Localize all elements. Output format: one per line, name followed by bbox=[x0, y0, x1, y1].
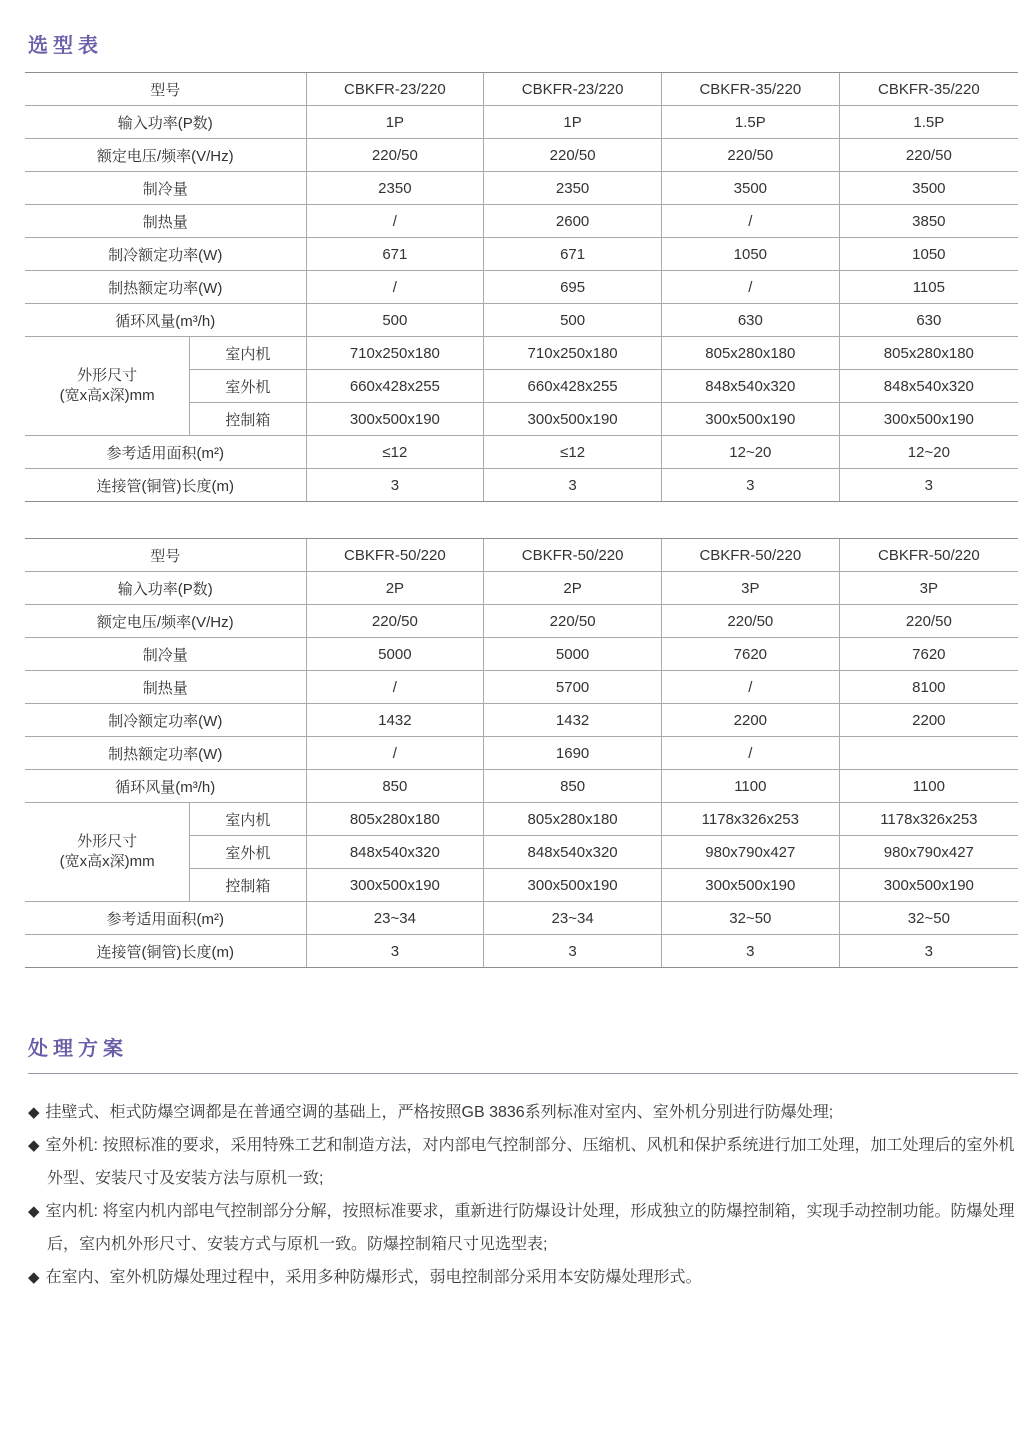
value-cell: 2600 bbox=[484, 205, 662, 238]
model-cell: CBKFR-23/220 bbox=[484, 73, 662, 106]
dimensions-label bbox=[25, 803, 190, 902]
table-row bbox=[25, 902, 1018, 935]
sub-row-label: 室外机 bbox=[190, 370, 306, 403]
value-cell: 300x500x190 bbox=[661, 403, 839, 436]
model-cell: CBKFR-50/220 bbox=[484, 539, 662, 572]
value-cell: 300x500x190 bbox=[661, 869, 839, 902]
value-cell: 220/50 bbox=[839, 139, 1018, 172]
row-label: 型号 bbox=[25, 539, 306, 572]
value-cell: 500 bbox=[306, 304, 484, 337]
value-cell: 3 bbox=[839, 935, 1018, 968]
value-cell: 32~50 bbox=[839, 902, 1018, 935]
value-cell: 980x790x427 bbox=[839, 836, 1018, 869]
diamond-bullet-icon: ◆ bbox=[28, 1269, 40, 1286]
row-label: 循环风量(m³/h) bbox=[25, 304, 306, 337]
value-cell: 1178x326x253 bbox=[661, 803, 839, 836]
value-cell: 300x500x190 bbox=[839, 869, 1018, 902]
section-title-selection: 选型表 bbox=[28, 35, 103, 57]
value-cell: 2P bbox=[306, 572, 484, 605]
value-cell: 220/50 bbox=[306, 605, 484, 638]
table-row bbox=[25, 737, 1018, 770]
row-label: 制热额定功率(W) bbox=[25, 737, 306, 770]
table-row bbox=[25, 638, 1018, 671]
value-cell: 220/50 bbox=[839, 605, 1018, 638]
dimensions-label bbox=[25, 337, 190, 436]
value-cell: 2350 bbox=[306, 172, 484, 205]
model-cell: CBKFR-35/220 bbox=[839, 73, 1018, 106]
bullet-item bbox=[28, 1129, 1018, 1195]
value-cell: 3 bbox=[306, 935, 484, 968]
spec-table bbox=[25, 539, 1018, 967]
treatment-notes bbox=[28, 1096, 1018, 1294]
value-cell: 805x280x180 bbox=[306, 803, 484, 836]
value-cell: 300x500x190 bbox=[306, 869, 484, 902]
sub-row-label: 控制箱 bbox=[190, 869, 306, 902]
diamond-bullet-icon: ◆ bbox=[28, 1137, 40, 1154]
row-label: 制冷量 bbox=[25, 172, 306, 205]
value-cell: 671 bbox=[306, 238, 484, 271]
value-cell: ≤12 bbox=[484, 436, 662, 469]
sub-row-label: 室内机 bbox=[190, 337, 306, 370]
model-cell: CBKFR-23/220 bbox=[306, 73, 484, 106]
value-cell: 1100 bbox=[661, 770, 839, 803]
value-cell: / bbox=[306, 737, 484, 770]
diamond-bullet-icon: ◆ bbox=[28, 1203, 40, 1220]
value-cell: 660x428x255 bbox=[484, 370, 662, 403]
value-cell: 12~20 bbox=[661, 436, 839, 469]
selection-table-1 bbox=[25, 72, 1018, 502]
table-row bbox=[25, 436, 1018, 469]
model-cell: CBKFR-50/220 bbox=[661, 539, 839, 572]
value-cell: 1050 bbox=[839, 238, 1018, 271]
bullet-text: 挂壁式、柜式防爆空调都是在普通空调的基础上，严格按照GB 3836系列标准对室内、室外机分别进行防爆处理; bbox=[45, 1104, 834, 1121]
value-cell: 1.5P bbox=[661, 106, 839, 139]
value-cell: 710x250x180 bbox=[484, 337, 662, 370]
value-cell: 5700 bbox=[484, 671, 662, 704]
value-cell: 1050 bbox=[661, 238, 839, 271]
value-cell: 23~34 bbox=[484, 902, 662, 935]
value-cell: 220/50 bbox=[306, 139, 484, 172]
dimensions-label-line2: (宽x高x深)mm bbox=[59, 387, 155, 404]
bullet-item bbox=[28, 1195, 1018, 1261]
row-label: 循环风量(m³/h) bbox=[25, 770, 306, 803]
value-cell: 630 bbox=[839, 304, 1018, 337]
table-row-model bbox=[25, 73, 1018, 106]
row-label: 制冷量 bbox=[25, 638, 306, 671]
model-cell: CBKFR-35/220 bbox=[661, 73, 839, 106]
sub-row-label: 控制箱 bbox=[190, 403, 306, 436]
table-row bbox=[25, 238, 1018, 271]
value-cell: / bbox=[661, 271, 839, 304]
row-label: 连接管(铜管)长度(m) bbox=[25, 469, 306, 502]
section-title-treatment: 处理方案 bbox=[28, 1038, 128, 1060]
table-row bbox=[25, 770, 1018, 803]
value-cell: 1.5P bbox=[839, 106, 1018, 139]
table-row-model bbox=[25, 539, 1018, 572]
value-cell: 220/50 bbox=[661, 605, 839, 638]
value-cell bbox=[839, 737, 1018, 770]
value-cell: / bbox=[306, 671, 484, 704]
table-row bbox=[25, 572, 1018, 605]
table-row bbox=[25, 469, 1018, 502]
row-label: 制热量 bbox=[25, 205, 306, 238]
value-cell: / bbox=[661, 205, 839, 238]
value-cell: 3850 bbox=[839, 205, 1018, 238]
value-cell: 3P bbox=[839, 572, 1018, 605]
row-label: 输入功率(P数) bbox=[25, 106, 306, 139]
value-cell: 1105 bbox=[839, 271, 1018, 304]
value-cell: 300x500x190 bbox=[484, 869, 662, 902]
value-cell: 1100 bbox=[839, 770, 1018, 803]
value-cell: 1432 bbox=[306, 704, 484, 737]
bullet-text: 室外机: 按照标准的要求，采用特殊工艺和制造方法，对内部电气控制部分、压缩机、风机和保护系统进行加工处理，加工处理后的室外机外型、安装尺寸及安装方法与原机一致; bbox=[45, 1137, 1015, 1187]
value-cell: 220/50 bbox=[661, 139, 839, 172]
table-row-dimensions bbox=[25, 337, 1018, 370]
sub-row-label: 室内机 bbox=[190, 803, 306, 836]
row-label: 参考适用面积(m²) bbox=[25, 436, 306, 469]
value-cell: 848x540x320 bbox=[661, 370, 839, 403]
value-cell: 220/50 bbox=[484, 605, 662, 638]
value-cell: 7620 bbox=[661, 638, 839, 671]
value-cell: 3P bbox=[661, 572, 839, 605]
value-cell: 3 bbox=[306, 469, 484, 502]
table-row bbox=[25, 304, 1018, 337]
table-row bbox=[25, 172, 1018, 205]
bullet-text: 室内机: 将室内机内部电气控制部分分解，按照标准要求，重新进行防爆设计处理，形成独立的防爆控制箱，实现手动控制功能。防爆处理后，室内机外形尺寸、安装方式与原机一致。防爆控制箱尺寸见选型表; bbox=[45, 1203, 1015, 1253]
value-cell: 2200 bbox=[839, 704, 1018, 737]
value-cell: 848x540x320 bbox=[839, 370, 1018, 403]
value-cell: 695 bbox=[484, 271, 662, 304]
value-cell: 7620 bbox=[839, 638, 1018, 671]
row-label: 参考适用面积(m²) bbox=[25, 902, 306, 935]
bullet-item bbox=[28, 1261, 1018, 1294]
selection-table-2 bbox=[25, 538, 1018, 968]
value-cell: 300x500x190 bbox=[484, 403, 662, 436]
value-cell: 12~20 bbox=[839, 436, 1018, 469]
value-cell: 3500 bbox=[661, 172, 839, 205]
row-label: 输入功率(P数) bbox=[25, 572, 306, 605]
value-cell: 2350 bbox=[484, 172, 662, 205]
value-cell: 3 bbox=[484, 935, 662, 968]
row-label: 型号 bbox=[25, 73, 306, 106]
model-cell: CBKFR-50/220 bbox=[306, 539, 484, 572]
sub-row-label: 室外机 bbox=[190, 836, 306, 869]
dimensions-label-line2: (宽x高x深)mm bbox=[59, 853, 155, 870]
row-label: 连接管(铜管)长度(m) bbox=[25, 935, 306, 968]
value-cell: 8100 bbox=[839, 671, 1018, 704]
value-cell: / bbox=[306, 205, 484, 238]
table-row bbox=[25, 271, 1018, 304]
dimensions-label-line1: 外形尺寸 bbox=[77, 832, 138, 850]
value-cell: 1P bbox=[484, 106, 662, 139]
bullet-item bbox=[28, 1096, 1018, 1129]
value-cell: 710x250x180 bbox=[306, 337, 484, 370]
dimensions-label-line1: 外形尺寸 bbox=[77, 366, 138, 384]
row-label: 额定电压/频率(V/Hz) bbox=[25, 605, 306, 638]
table-row bbox=[25, 671, 1018, 704]
table-row-dimensions bbox=[25, 803, 1018, 836]
value-cell: 5000 bbox=[306, 638, 484, 671]
value-cell: 1690 bbox=[484, 737, 662, 770]
value-cell: 660x428x255 bbox=[306, 370, 484, 403]
row-label: 制冷额定功率(W) bbox=[25, 238, 306, 271]
value-cell: 1P bbox=[306, 106, 484, 139]
value-cell: / bbox=[306, 271, 484, 304]
value-cell: 3 bbox=[661, 469, 839, 502]
value-cell: 1178x326x253 bbox=[839, 803, 1018, 836]
row-label: 制热额定功率(W) bbox=[25, 271, 306, 304]
row-label: 制热量 bbox=[25, 671, 306, 704]
row-label: 额定电压/频率(V/Hz) bbox=[25, 139, 306, 172]
model-cell: CBKFR-50/220 bbox=[839, 539, 1018, 572]
value-cell: ≤12 bbox=[306, 436, 484, 469]
value-cell: 848x540x320 bbox=[306, 836, 484, 869]
value-cell: 850 bbox=[484, 770, 662, 803]
section-divider bbox=[28, 1073, 1018, 1074]
table-row bbox=[25, 935, 1018, 968]
value-cell: 3 bbox=[661, 935, 839, 968]
value-cell: 2P bbox=[484, 572, 662, 605]
value-cell: 805x280x180 bbox=[484, 803, 662, 836]
table-row bbox=[25, 106, 1018, 139]
value-cell: / bbox=[661, 671, 839, 704]
value-cell: 3 bbox=[484, 469, 662, 502]
value-cell: 32~50 bbox=[661, 902, 839, 935]
value-cell: 3 bbox=[839, 469, 1018, 502]
value-cell: 500 bbox=[484, 304, 662, 337]
value-cell: 220/50 bbox=[484, 139, 662, 172]
value-cell: 2200 bbox=[661, 704, 839, 737]
table-row bbox=[25, 704, 1018, 737]
value-cell: 1432 bbox=[484, 704, 662, 737]
value-cell: 300x500x190 bbox=[839, 403, 1018, 436]
row-label: 制冷额定功率(W) bbox=[25, 704, 306, 737]
value-cell: 805x280x180 bbox=[839, 337, 1018, 370]
value-cell: 980x790x427 bbox=[661, 836, 839, 869]
value-cell: 671 bbox=[484, 238, 662, 271]
bullet-text: 在室内、室外机防爆处理过程中，采用多种防爆形式，弱电控制部分采用本安防爆处理形式。 bbox=[45, 1269, 702, 1286]
diamond-bullet-icon: ◆ bbox=[28, 1104, 40, 1121]
value-cell: 848x540x320 bbox=[484, 836, 662, 869]
table-row bbox=[25, 139, 1018, 172]
value-cell: 300x500x190 bbox=[306, 403, 484, 436]
spec-table bbox=[25, 73, 1018, 501]
value-cell: 630 bbox=[661, 304, 839, 337]
value-cell: 5000 bbox=[484, 638, 662, 671]
value-cell: 805x280x180 bbox=[661, 337, 839, 370]
value-cell: / bbox=[661, 737, 839, 770]
value-cell: 850 bbox=[306, 770, 484, 803]
table-row bbox=[25, 605, 1018, 638]
table-row bbox=[25, 205, 1018, 238]
value-cell: 3500 bbox=[839, 172, 1018, 205]
value-cell: 23~34 bbox=[306, 902, 484, 935]
